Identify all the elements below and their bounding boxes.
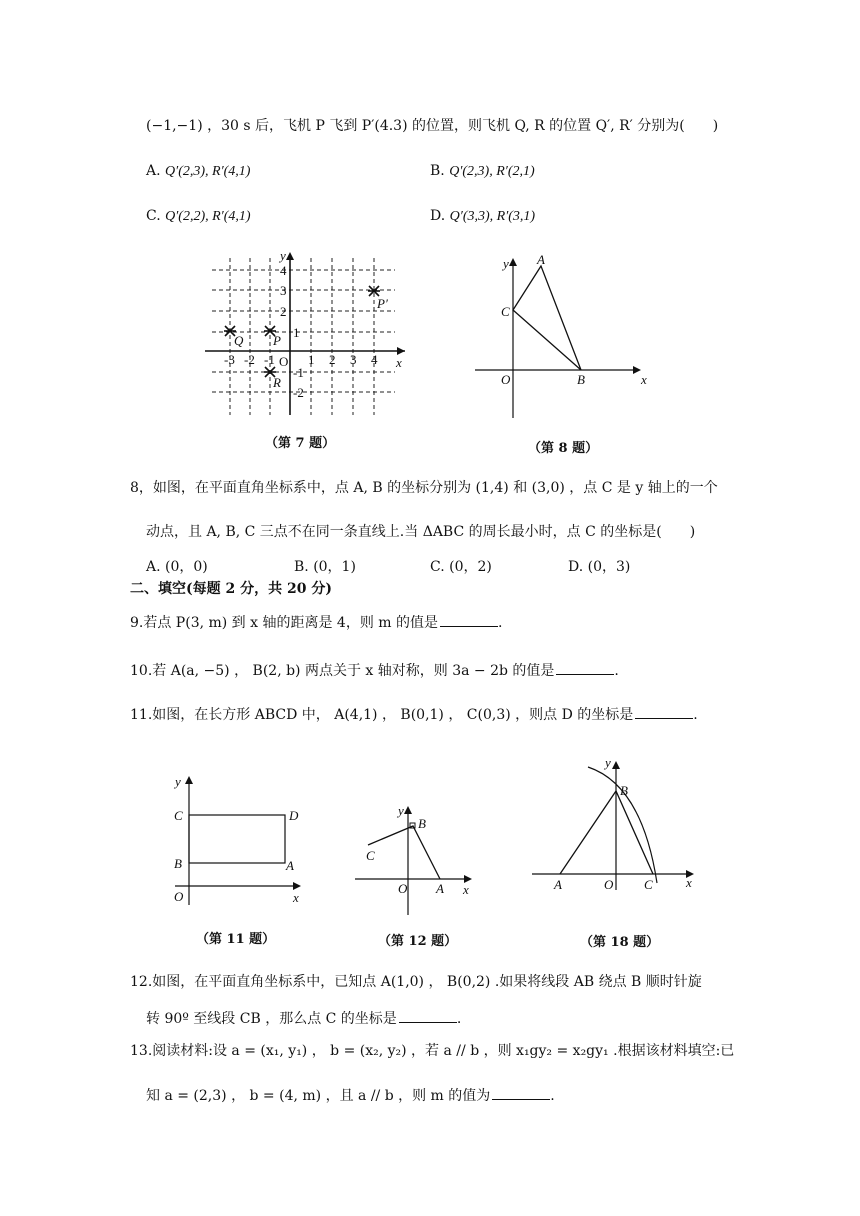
fig7-y-label: y (280, 248, 286, 263)
fig7-xtick: -3 (224, 352, 235, 367)
q8-option-b: B. (0，1) (294, 559, 356, 575)
fig7-xtick: 4 (371, 352, 378, 367)
q7-option-c: C. Q′(2,2), R′(4,1) (146, 208, 251, 224)
figure-7 (200, 250, 415, 420)
fig18-x-label: x (686, 875, 692, 890)
q13-answer-blank (492, 1085, 550, 1100)
fig7-ytick: -2 (293, 385, 304, 400)
fig18-point-c: C (644, 877, 653, 892)
fig8-y-label: y (503, 256, 509, 271)
fig7-x-label: x (396, 355, 402, 370)
fig18-caption: （第 18 题） (580, 935, 660, 950)
fig11-origin: O (174, 889, 184, 904)
q11: 11.如图，在长方形 ABCD 中， A(4,1) ， B(0,1) ， C(0,3) ，则点 D 的坐标是 . (130, 704, 698, 725)
q13-line2: 知 a = (2,3) ， b = (4, m) ，且 a // b ，则 m 的值为 . (146, 1085, 555, 1106)
fig18-origin: O (604, 877, 614, 892)
fig7-point-p: P (273, 333, 281, 348)
q7-option-b: B. Q′(2,3), R′(2,1) (430, 163, 535, 179)
q8-option-a: A. (0，0) (146, 559, 208, 575)
fig12-point-b: B (418, 816, 426, 831)
fig11-point-a: A (286, 858, 294, 873)
fig7-ytick: 3 (280, 283, 287, 298)
fig8-point-b: B (577, 372, 585, 387)
fig7-point-p-prime: P′ (377, 296, 388, 311)
fig7-point-r: R (273, 375, 281, 390)
fig11-y-label: y (175, 774, 181, 789)
q13-line1: 13.阅读材料:设 a = (x₁, y₁) ， b = (x₂, y₂) ，若 a // b ，则 x₁gy₂ = x₂gy₁ .根据该材料填空:已 (130, 1043, 735, 1059)
figure-11 (165, 770, 315, 910)
q8-line2: 动点，且 A, B, C 三点不在同一条直线上.当 ΔABC 的周长最小时，点 C 的坐标是( ) (146, 524, 696, 540)
fig7-origin: O (279, 354, 289, 369)
fig7-caption: （第 7 题） (265, 436, 336, 451)
fig12-point-c: C (366, 848, 375, 863)
fig7-ytick: -1 (293, 365, 304, 380)
q9-answer-blank (440, 612, 498, 627)
fig11-point-d: D (289, 808, 299, 823)
fig7-xtick: 3 (350, 352, 357, 367)
q7-stem-tail: (−1,−1) ，30 s 后，飞机 P 飞到 P′(4.3) 的位置，则飞机 Q, R 的位置 Q′, R′ 分别为( ) (146, 118, 719, 134)
fig12-y-label: y (398, 803, 404, 818)
fig7-xtick: -1 (264, 352, 275, 367)
q10-answer-blank (556, 660, 614, 675)
fig7-ytick: 4 (280, 263, 287, 278)
q12-line2: 转 90º 至线段 CB ，那么点 C 的坐标是 . (146, 1008, 461, 1029)
fig11-x-label: x (293, 890, 299, 905)
fig11-point-c: C (174, 808, 183, 823)
fig8-caption: （第 8 题） (528, 441, 599, 456)
fig18-point-b: B (620, 783, 628, 798)
fig7-ytick: 1 (293, 325, 300, 340)
fig8-point-c: C (501, 304, 510, 319)
q10: 10.若 A(a, −5) ， B(2, b) 两点关于 x 轴对称，则 3a − 2b 的值是 . (130, 660, 619, 681)
fig18-y-label: y (605, 755, 611, 770)
q9: 9.若点 P(3, m) 到 x 轴的距离是 4，则 m 的值是 . (130, 612, 502, 633)
q11-answer-blank (635, 704, 693, 719)
figure-12 (350, 800, 480, 920)
q12-line1: 12.如图，在平面直角坐标系中，已知点 A(1,0) ， B(0,2) .如果将线段 AB 绕点 B 顺时针旋 (130, 974, 702, 990)
fig7-xtick: -2 (244, 352, 255, 367)
q8-option-d: D. (0，3) (568, 559, 631, 575)
q8-option-c: C. (0，2) (430, 559, 492, 575)
fig8-origin: O (501, 372, 511, 387)
fig8-x-label: x (641, 372, 647, 387)
fig12-point-a: A (436, 881, 444, 896)
q7-option-a: A. Q′(2,3), R′(4,1) (146, 163, 251, 179)
q7-option-d: D. Q′(3,3), R′(3,1) (430, 208, 536, 224)
q12-answer-blank (399, 1008, 457, 1023)
fig12-x-label: x (463, 882, 469, 897)
fig12-caption: （第 12 题） (378, 934, 458, 949)
figure-8 (465, 250, 665, 425)
fig12-origin: O (398, 881, 408, 896)
fig8-point-a: A (537, 252, 545, 267)
fig7-point-q: Q (234, 333, 244, 348)
fig11-point-b: B (174, 856, 182, 871)
fig7-xtick: 2 (329, 352, 336, 367)
q8-line1: 8，如图，在平面直角坐标系中，点 A, B 的坐标分别为 (1,4) 和 (3,0) ，点 C 是 y 轴上的一个 (130, 480, 718, 496)
fig11-caption: （第 11 题） (196, 932, 276, 947)
section-title-fill-blank: 二、填空(每题 2 分，共 20 分) (130, 581, 332, 597)
fig18-point-a: A (554, 877, 562, 892)
figure-18 (530, 755, 705, 895)
fig7-xtick: 1 (308, 352, 315, 367)
fig7-ytick: 2 (280, 304, 287, 319)
